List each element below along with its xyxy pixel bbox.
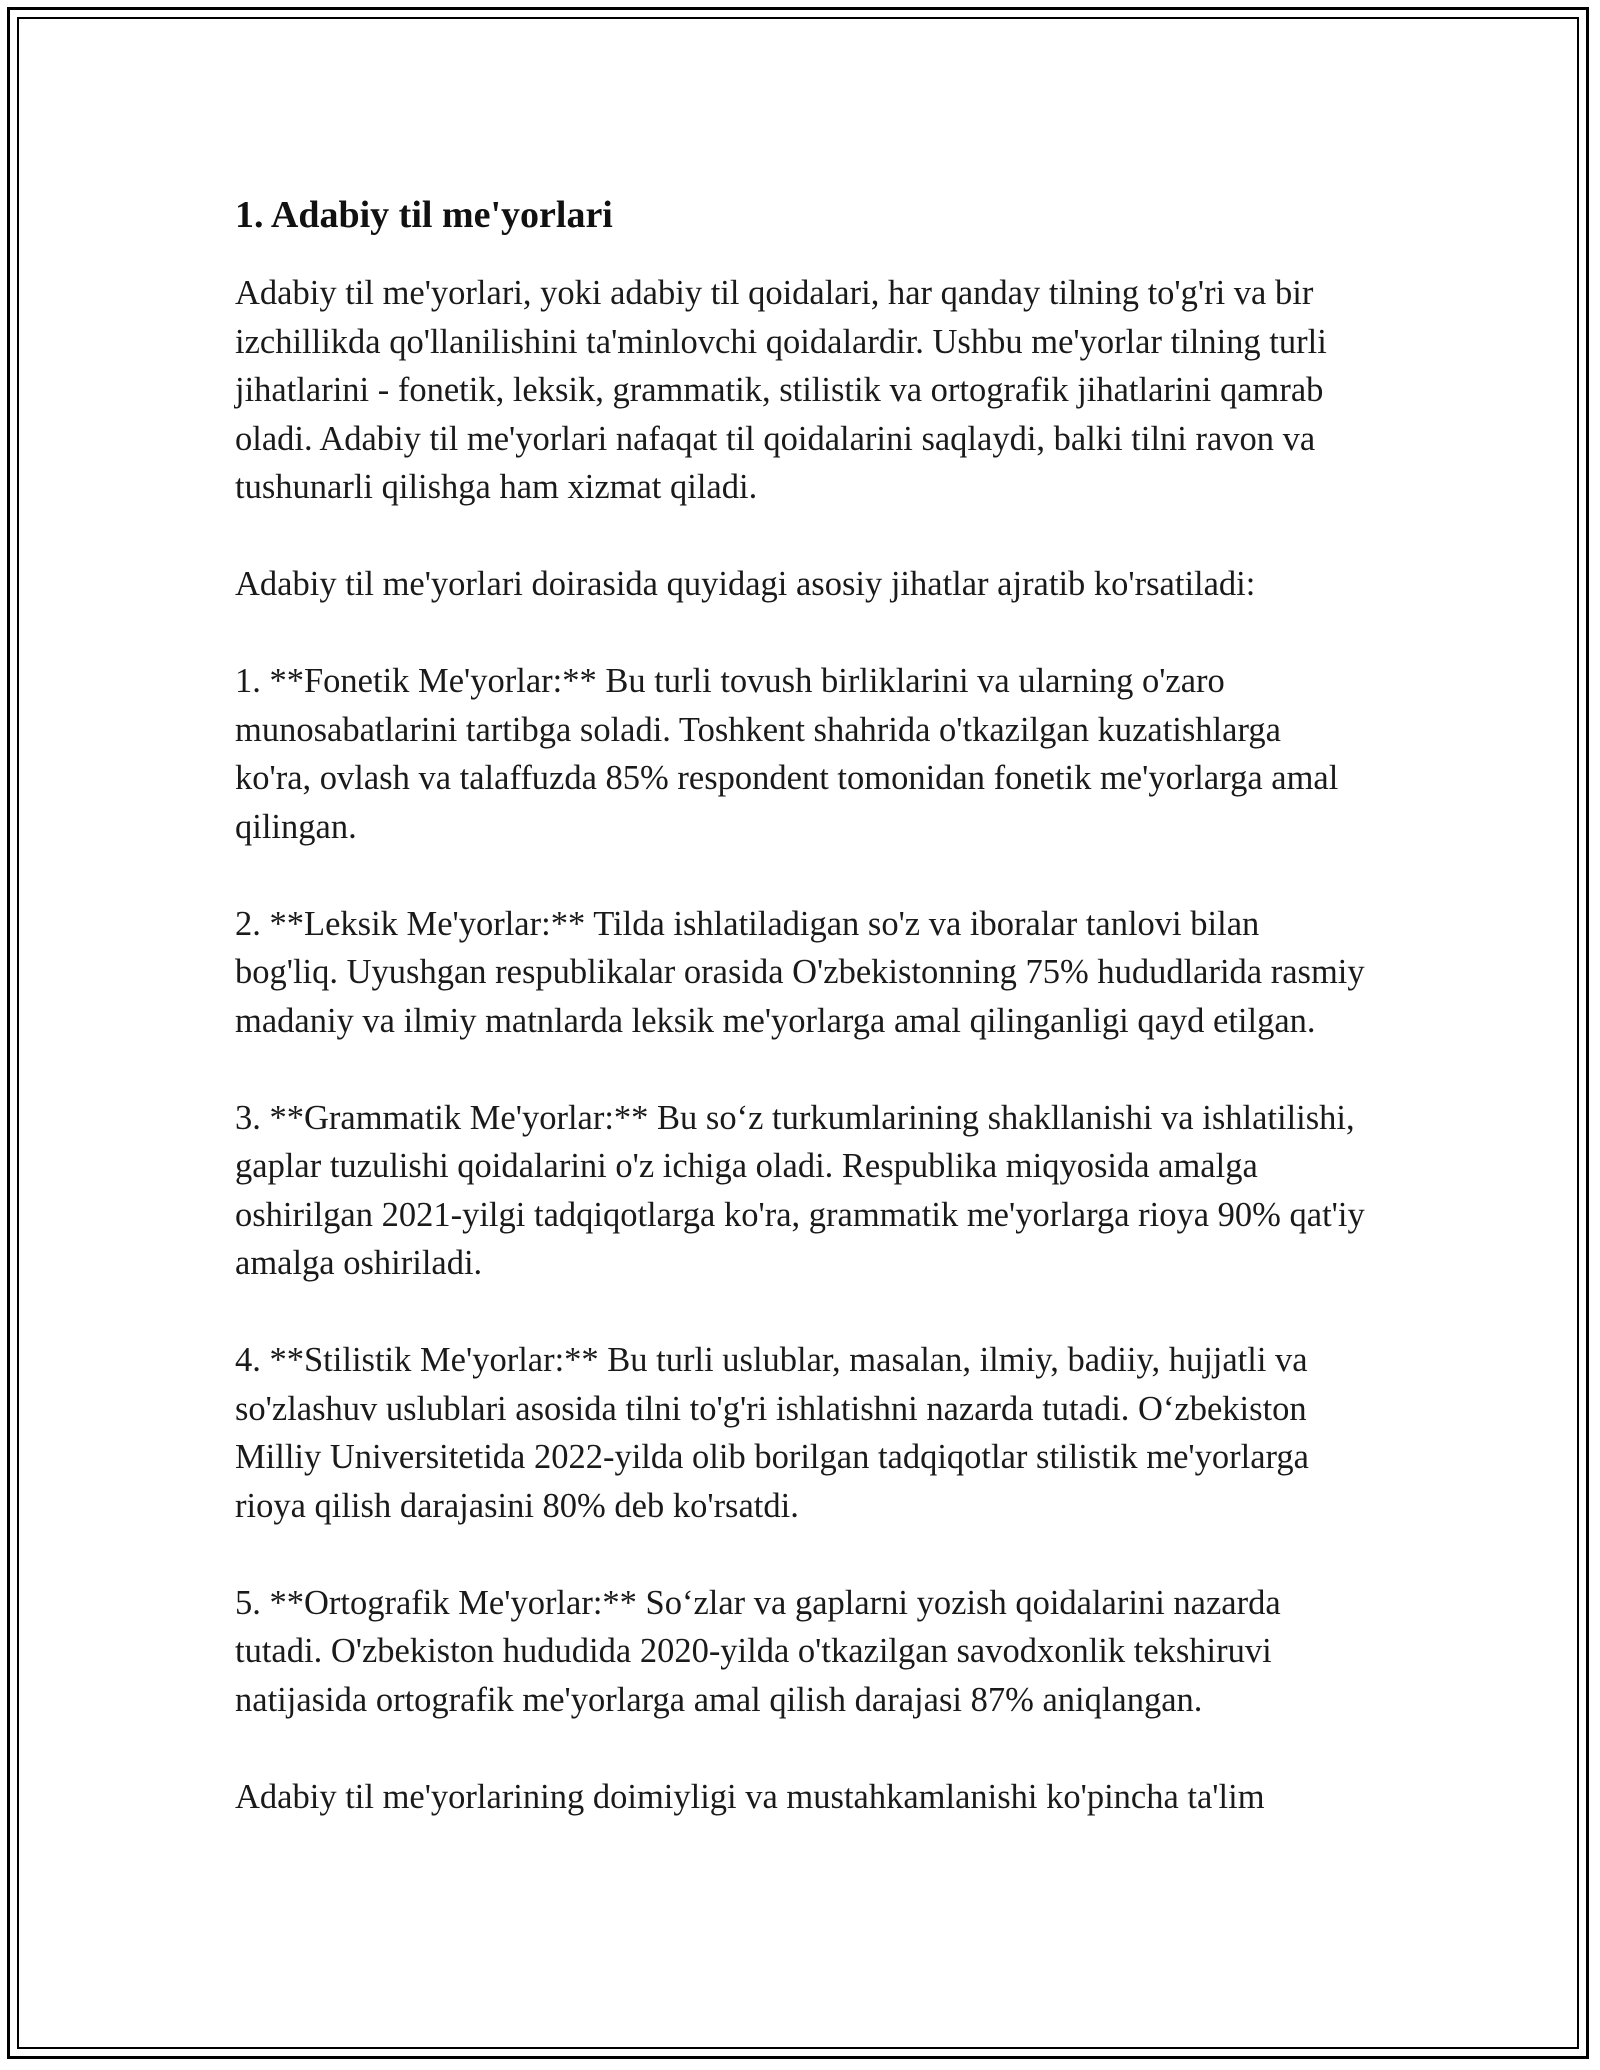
closing-paragraph: Adabiy til me'yorlarining doimiyligi va mustahkamlanishi ko'pincha ta'lim <box>235 1777 1265 1816</box>
section-heading: 1. Adabiy til me'yorlari <box>235 194 613 236</box>
document-body <box>235 185 1365 1821</box>
list-intro-paragraph: Adabiy til me'yorlari doirasida quyidagi asosiy jihatlar ajratib ko'rsatiladi: <box>235 565 1256 603</box>
stilistik-paragraph: 4. **Stilistik Me'yorlar:** Bu turli uslublar, masalan, ilmiy, badiiy, hujjatli va so'zlashuv uslublari asosida tilni to'g'ri ishlatishni nazarda tutadi. O‘zbekiston Milliy Universitetida 2022-yilda olib borilgan tadqiqotlar stilistik me'yorlarga rioya qilish darajasini 80% deb ko'rsatdi. <box>235 1341 1309 1525</box>
fonetik-paragraph: 1. **Fonetik Me'yorlar:** Bu turli tovush birliklarini va ularning o'zaro munosabatlarini tartibga soladi. Toshkent shahrida o'tkazilgan kuzatishlarga ko'ra, ovlash va talaffuzda 85% respondent tomonidan fonetik me'yorlarga amal qilingan. <box>235 662 1339 846</box>
grammatik-paragraph: 3. **Grammatik Me'yorlar:** Bu so‘z turkumlarining shakllanishi va ishlatilishi, gaplar tuzulishi qoidalarini o'z ichiga oladi. Respublika miqyosida amalga oshirilgan 2021-yilgi tadqiqotlarga ko'ra, grammatik me'yorlarga rioya 90% qat'iy amalga oshiriladi. <box>235 1098 1365 1282</box>
leksik-paragraph: 2. **Leksik Me'yorlar:** Tilda ishlatiladigan so'z va iboralar tanlovi bilan bog'liq. Uyushgan respublikalar orasida O'zbekistonning 75% hududlarida rasmiy madaniy va ilmiy matnlarda leksik me'yorlarga amal qilinganligi qayd etilgan. <box>235 904 1365 1040</box>
ortografik-paragraph: 5. **Ortografik Me'yorlar:** So‘zlar va gaplarni yozish qoidalarini nazarda tutadi. O'zbekiston hududida 2020-yilda o'tkazilgan savodxonlik tekshiruvi natijasida ortografik me'yorlarga amal qilish darajasi 87% aniqlangan. <box>235 1583 1281 1719</box>
intro-paragraph: Adabiy til me'yorlari, yoki adabiy til qoidalari, har qanday tilning to'g'ri va bir izchillikda qo'llanilishini ta'minlovchi qoidalardir. Ushbu me'yorlar tilning turli jihatlarini - fonetik, leksik, grammatik, stilistik va ortografik jihatlarini qamrab oladi. Adabiy til me'yorlari nafaqat til qoidalarini saqlaydi, balki tilni ravon va tushunarli qilishga ham xizmat qiladi. <box>235 274 1327 506</box>
